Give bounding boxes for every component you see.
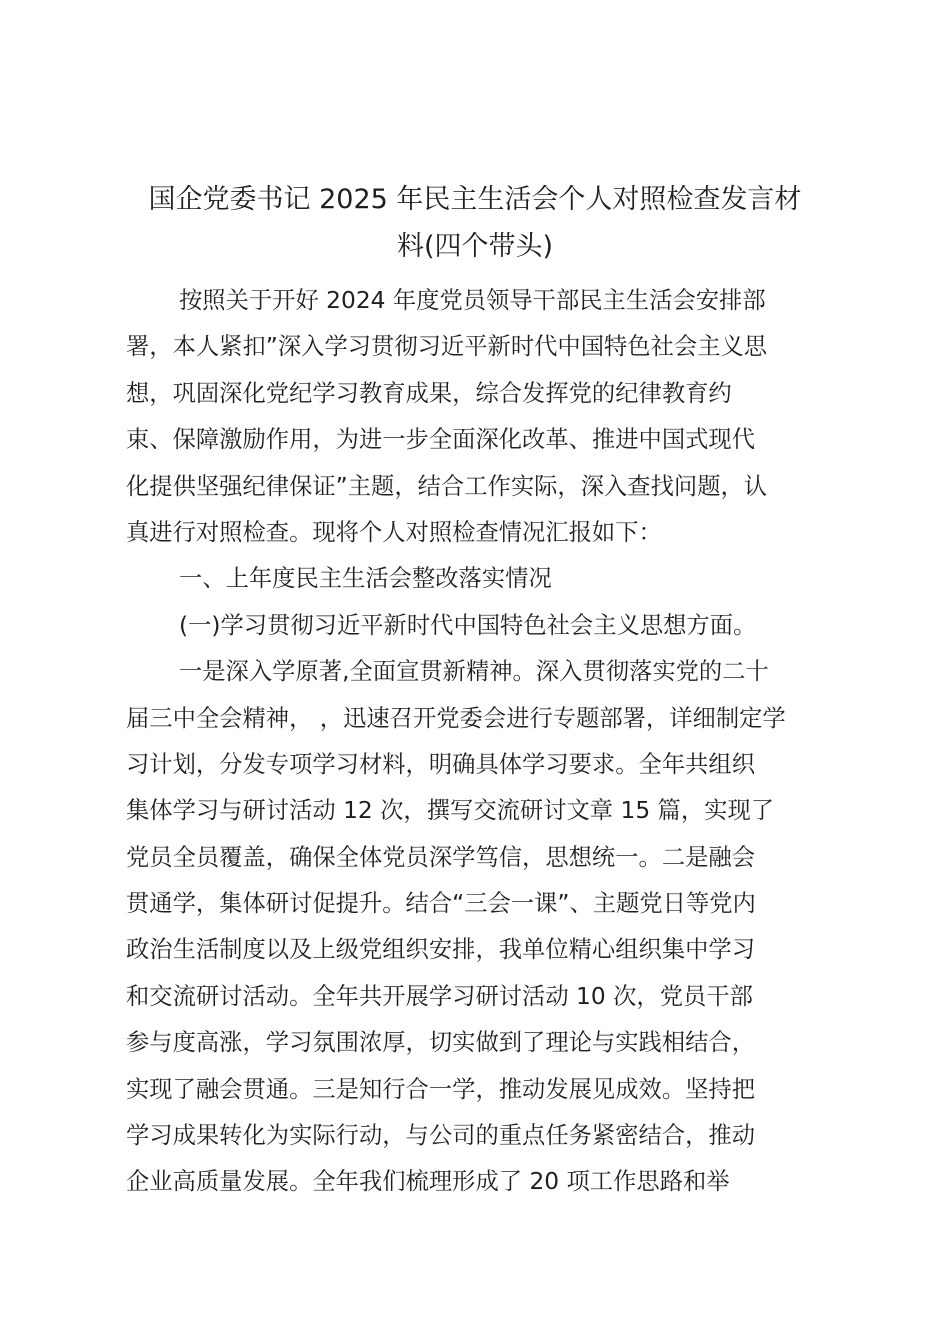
paragraph-line: 学习成果转化为实际行动，与公司的重点任务紧密结合，推动 [126, 1122, 756, 1150]
paragraph-line: 想，巩固深化党纪学习教育成果，综合发挥党的纪律教育约 [126, 379, 732, 407]
paragraph-line: 化提供坚强纪律保证”主题，结合工作实际，深入查找问题，认 [126, 472, 768, 500]
paragraph-line: 政治生活制度以及上级党组织安排，我单位精心组织集中学习 [126, 936, 756, 964]
paragraph-line: 届三中全会精神， ，迅速召开党委会进行专题部署，详细制定学 [126, 704, 786, 732]
title-line-1: 国企党委书记 2025 年民主生活会个人对照检查发言材 [148, 184, 802, 215]
title-line-2: 料(四个带头) [396, 231, 554, 262]
paragraph-line: 集体学习与研讨活动 12 次，撰写交流研讨文章 15 篇，实现了 [126, 797, 775, 825]
paragraph-line: 按照关于开好 2024 年度党员领导干部民主生活会安排部 [179, 287, 766, 314]
document-title [120, 176, 830, 270]
subsection-heading: (一)学习贯彻习近平新时代中国特色社会主义思想方面。 [179, 611, 757, 639]
paragraph-line: 贯通学，集体研讨促提升。结合“三会一课”、主题党日等党内 [126, 890, 756, 918]
paragraph-line: 党员全员覆盖，确保全体党员深学笃信，思想统一。二是融会 [126, 843, 756, 871]
paragraph-line: 实现了融会贯通。三是知行合一学，推动发展见成效。坚持把 [126, 1075, 756, 1103]
paragraph-line: 真进行对照检查。现将个人对照检查情况汇报如下： [126, 518, 662, 546]
paragraph-line: 参与度高涨，学习氛围浓厚，切实做到了理论与实践相结合， [126, 1029, 756, 1057]
paragraph-line: 习计划，分发专项学习材料，明确具体学习要求。全年共组织 [126, 750, 756, 778]
paragraph-line: 和交流研讨活动。全年共开展学习研讨活动 10 次，党员干部 [126, 982, 753, 1010]
paragraph-line: 企业高质量发展。全年我们梳理形成了 20 项工作思路和举 [126, 1168, 730, 1196]
section-heading: 一、上年度民主生活会整改落实情况 [179, 565, 552, 593]
paragraph-line: 署，本人紧扣”深入学习贯彻习近平新时代中国特色社会主义思 [126, 333, 768, 361]
paragraph-line: 一是深入学原著,全面宣贯新精神。深入贯彻落实党的二十 [179, 658, 769, 686]
document-body [126, 278, 836, 1206]
paragraph-line: 束、保障激励作用，为进一步全面深化改革、推进中国式现代 [126, 426, 756, 454]
